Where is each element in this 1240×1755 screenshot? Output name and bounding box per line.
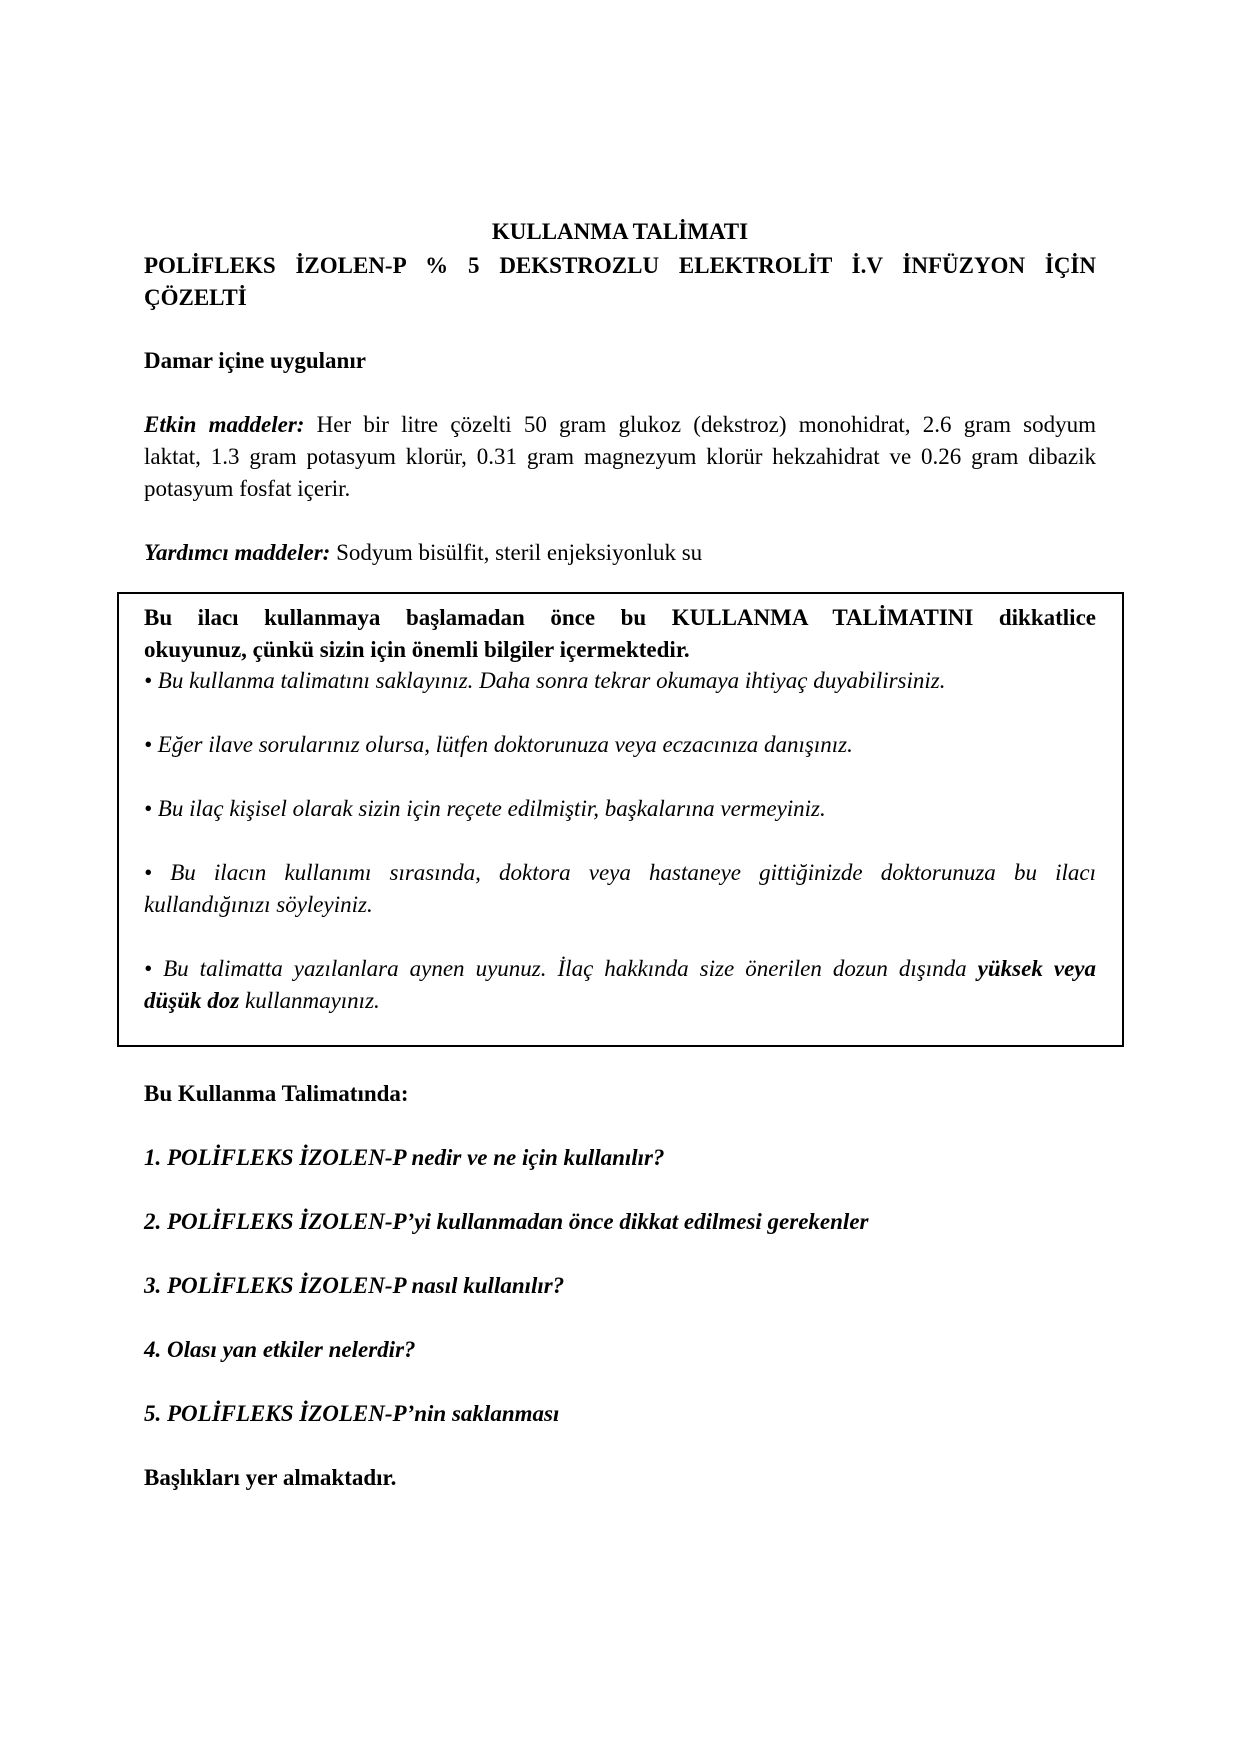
warning-bullet-1: • Bu kullanma talimatını saklayınız. Daha sonra tekrar okumaya ihtiyaç duyabilirsiniz. xyxy=(144,668,946,693)
active-ingredients-line2: laktat, 1.3 gram potasyum klorür, 0.31 gram magnezyum klorür hekzahidrat ve 0.26 gram dibazik xyxy=(144,444,1096,469)
product-name-line2: ÇÖZELTİ xyxy=(144,285,247,310)
warning-bullet-5-line1 xyxy=(144,953,1096,985)
warning-heading-line2: okuyunuz, çünkü sizin için önemli bilgiler içermektedir. xyxy=(144,637,690,662)
toc-item-1: 1. POLİFLEKS İZOLEN-P nedir ve ne için kullanılır? xyxy=(144,1145,665,1170)
toc-item-2: 2. POLİFLEKS İZOLEN-P’yi kullanmadan önce dikkat edilmesi gerekenler xyxy=(144,1209,869,1234)
warning-bullet-2: • Eğer ilave sorularınız olursa, lütfen doktorunuza veya eczacınıza danışınız. xyxy=(144,732,853,757)
route-of-administration: Damar içine uygulanır xyxy=(144,348,366,373)
toc-item-4: 4. Olası yan etkiler nelerdir? xyxy=(144,1337,416,1362)
warning-bullet-5-text: • Bu talimatta yazılanlara aynen uyunuz. İlaç hakkında size önerilen dozun dışında xyxy=(144,956,967,981)
active-ingredients-text: Her bir litre çözelti 50 gram glukoz (dekstroz) monohidrat, 2.6 gram sodyum xyxy=(316,412,1097,437)
warning-bullet-5-text-2: kullanmayınız. xyxy=(244,988,380,1013)
active-ingredients-line3: potasyum fosfat içerir. xyxy=(144,476,351,501)
excipients-label: Yardımcı maddeler: xyxy=(144,540,331,565)
warning-bullet-5-line2 xyxy=(144,985,380,1017)
warning-bullet-4-line2: kullandığınızı söyleyiniz. xyxy=(144,892,373,917)
toc-heading: Bu Kullanma Talimatında: xyxy=(144,1081,409,1106)
excipients-line xyxy=(144,537,702,569)
product-name-line1: POLİFLEKS İZOLEN-P % 5 DEKSTROZLU ELEKTROLİT İ.V İNFÜZYON İÇİN xyxy=(144,253,1096,278)
toc-item-3: 3. POLİFLEKS İZOLEN-P nasıl kullanılır? xyxy=(144,1273,565,1298)
excipients-text: Sodyum bisülfit, steril enjeksiyonluk su xyxy=(336,540,703,565)
warning-bullet-5-emphasis-2: düşük doz xyxy=(144,988,240,1013)
document-title: KULLANMA TALİMATI xyxy=(491,219,749,244)
toc-item-5: 5. POLİFLEKS İZOLEN-P’nin saklanması xyxy=(144,1401,560,1426)
warning-bullet-3: • Bu ilaç kişisel olarak sizin için reçete edilmiştir, başkalarına vermeyiniz. xyxy=(144,796,826,821)
active-ingredients-label: Etkin maddeler: xyxy=(144,412,305,437)
warning-bullet-4-line1: • Bu ilacın kullanımı sırasında, doktora veya hastaneye gittiğinizde doktorunuza bu ilacı xyxy=(144,860,1096,885)
warning-bullet-5-emphasis: yüksek veya xyxy=(977,956,1096,981)
active-ingredients-line1 xyxy=(144,409,1096,441)
warning-heading-line1: Bu ilacı kullanmaya başlamadan önce bu KULLANMA TALİMATINI dikkatlice xyxy=(144,605,1096,630)
toc-footer: Başlıkları yer almaktadır. xyxy=(144,1465,397,1490)
